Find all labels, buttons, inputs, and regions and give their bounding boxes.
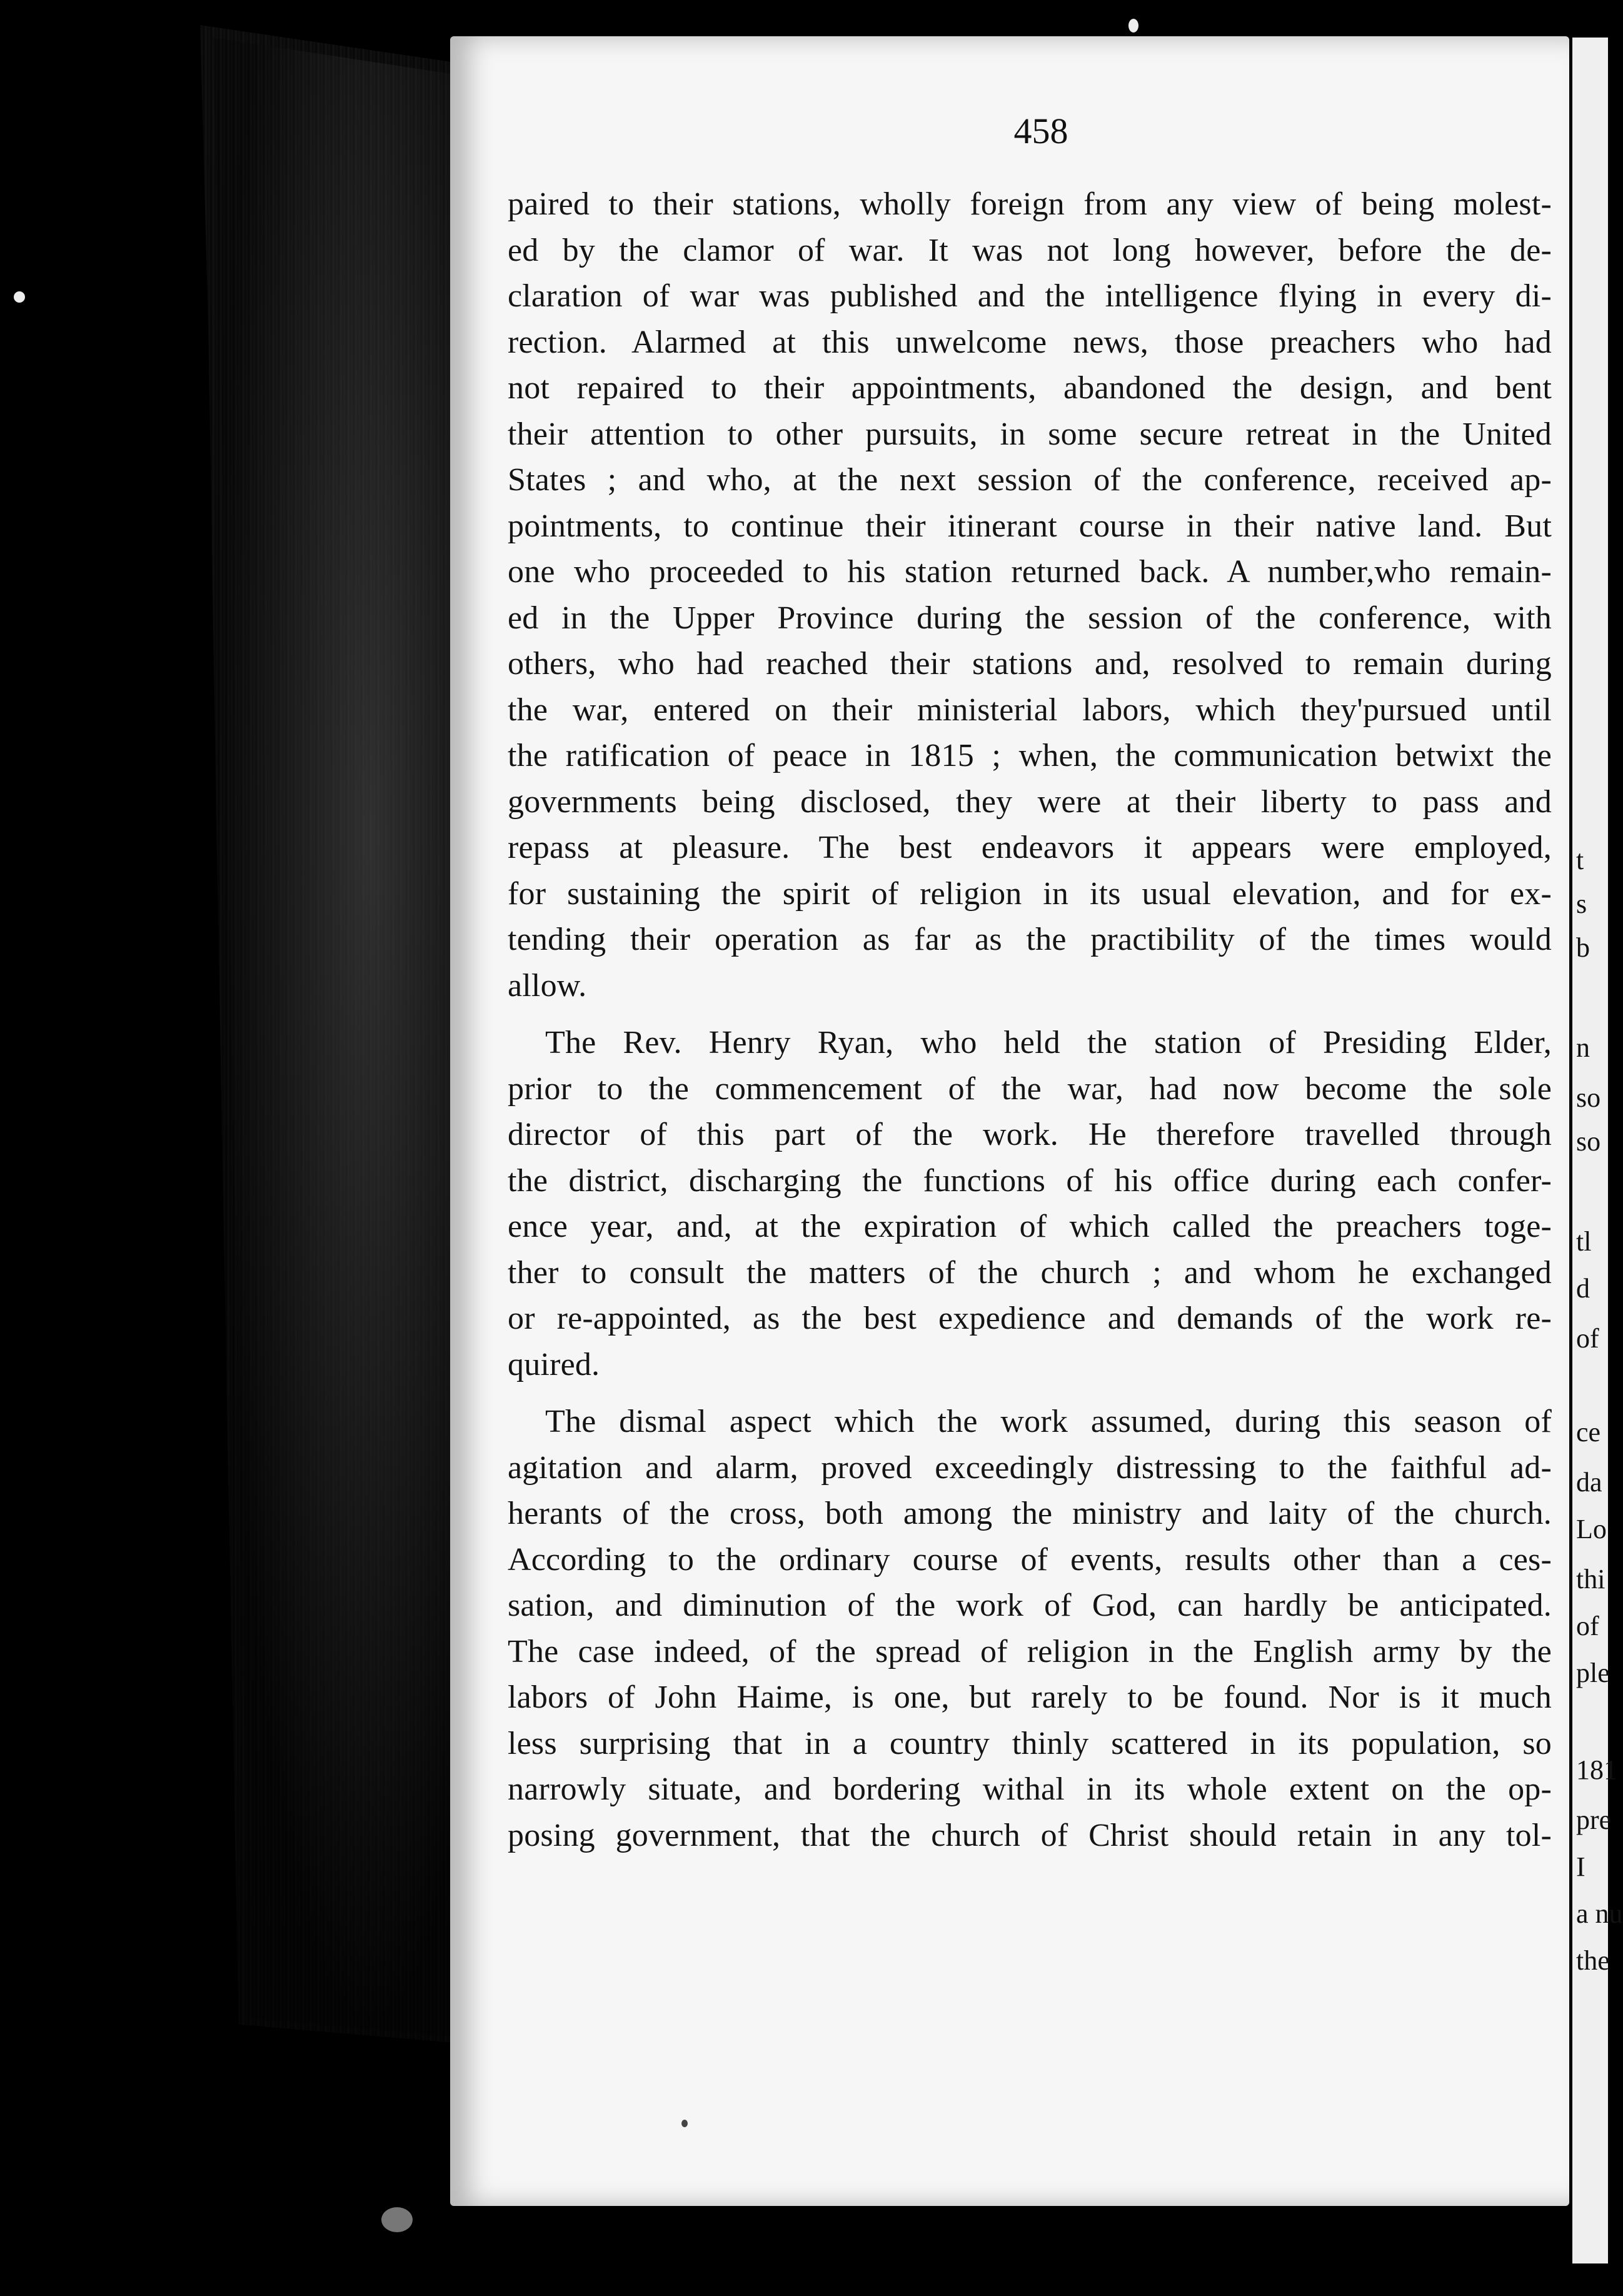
page-number: 458 <box>1013 111 1068 151</box>
text-line: ther to consult the matters of the church ; and whom he exchanged <box>508 1254 1552 1291</box>
facing-page-fragment: d <box>1576 1273 1590 1304</box>
text-line: repass at pleasure. The best endeavors it appears were employed, <box>508 830 1552 865</box>
facing-page-fragment: 181 <box>1576 1755 1617 1785</box>
text-line: claration of war was published and the intelligence flying in every di- <box>508 278 1552 314</box>
scan-speck <box>14 291 25 303</box>
paragraph <box>508 1399 1552 1858</box>
facing-page-fragment: Lo <box>1576 1514 1607 1544</box>
text-line: The Rev. Henry Ryan, who held the station of Presiding Elder, <box>545 1025 1552 1060</box>
paragraph <box>508 181 1552 1009</box>
text-line: sation, and diminution of the work of God, can hardly be anticipated. <box>508 1588 1552 1623</box>
paragraph-gap <box>508 1387 1552 1399</box>
text-line: others, who had reached their stations and, resolved to remain during <box>508 646 1552 682</box>
text-line: paired to their stations, wholly foreign from any view of being molest- <box>508 186 1552 222</box>
paragraph <box>508 1020 1552 1387</box>
facing-page-fragment: I <box>1576 1851 1585 1882</box>
text-line: the district, discharging the functions of his office during each confer- <box>508 1162 1552 1199</box>
text-line: the ratification of peace in 1815 ; when, the communication betwixt the <box>508 738 1552 773</box>
text-line: ed by the clamor of war. It was not long however, before the de- <box>508 232 1552 268</box>
facing-page-fragment: thi <box>1576 1564 1605 1594</box>
facing-page-fragment: ple <box>1576 1658 1610 1688</box>
facing-page-fragment: a nu <box>1576 1898 1623 1929</box>
text-line: director of this part of the work. He therefore travelled through <box>508 1117 1552 1152</box>
paragraph-gap <box>508 1009 1552 1020</box>
text-line: According to the ordinary course of events, results other than a ces- <box>508 1541 1552 1578</box>
facing-page-fragment: of <box>1576 1323 1599 1354</box>
facing-page-fragment: b <box>1576 932 1590 963</box>
text-line: allow. <box>508 967 587 1004</box>
text-line: not repaired to their appointments, abandoned the design, and bent <box>508 370 1552 406</box>
facing-page-fragment: the <box>1576 1945 1610 1976</box>
facing-page-fragment: t <box>1576 845 1584 875</box>
facing-page-fragment: pre <box>1576 1805 1612 1835</box>
text-line: herants of the cross, both among the ministry and laity of the church. <box>508 1496 1552 1531</box>
scan-speck <box>1128 19 1138 33</box>
facing-page-fragment: of <box>1576 1611 1599 1641</box>
text-line: quired. <box>508 1346 600 1382</box>
text-line: agitation and alarm, proved exceedingly distressing to the faithful ad- <box>508 1449 1552 1486</box>
text-line: posing government, that the church of Christ should retain in any tol- <box>508 1817 1552 1853</box>
facing-page-fragment: tl <box>1576 1226 1592 1257</box>
text-line: narrowly situate, and bordering withal in its whole extent on the op- <box>508 1771 1552 1807</box>
facing-page-fragment: so <box>1576 1082 1601 1113</box>
text-line: The case indeed, of the spread of religion in the English army by the <box>508 1633 1552 1669</box>
facing-page-fragment: so <box>1576 1126 1601 1157</box>
scan-speck <box>381 2207 413 2232</box>
text-line: the war, entered on their ministerial labors, which they'pursued until <box>508 692 1552 728</box>
facing-page-edge <box>1572 38 1623 2263</box>
text-line: ence year, and, at the expiration of which called the preachers toge- <box>508 1209 1552 1244</box>
text-line: prior to the commencement of the war, had now become the sole <box>508 1070 1552 1107</box>
text-line: pointments, to continue their itinerant course in their native land. But <box>508 508 1552 544</box>
text-line: less surprising that in a country thinly scattered in its population, so <box>508 1725 1552 1761</box>
facing-page-fragment: da <box>1576 1467 1602 1498</box>
text-line: States ; and who, at the next session of the conference, received ap- <box>508 462 1552 498</box>
text-line: tending their operation as far as the practibility of the times would <box>508 922 1552 957</box>
fore-edge-shading <box>213 38 475 2038</box>
text-line: or re-appointed, as the best expedience and demands of the work re- <box>508 1301 1552 1336</box>
scan-speck <box>681 2120 688 2127</box>
text-line: ed in the Upper Province during the session of the conference, with <box>508 600 1552 636</box>
text-line: The dismal aspect which the work assumed, during this season of <box>545 1404 1552 1439</box>
facing-page-fragment: n <box>1576 1032 1590 1063</box>
facing-page-fragment: ce <box>1576 1417 1601 1448</box>
text-line: rection. Alarmed at this unwelcome news, those preachers who had <box>508 324 1552 360</box>
text-line: one who proceeded to his station returned back. A number,who remain- <box>508 554 1552 590</box>
text-line: for sustaining the spirit of religion in its usual elevation, and for ex- <box>508 875 1552 912</box>
facing-page-fragment: s <box>1576 889 1587 919</box>
text-line: governments being disclosed, they were at their liberty to pass and <box>508 783 1552 820</box>
text-line: labors of John Haime, is one, but rarely to be found. Nor is it much <box>508 1679 1552 1715</box>
text-line: their attention to other pursuits, in some secure retreat in the United <box>508 416 1552 452</box>
body-text <box>508 181 1552 1858</box>
